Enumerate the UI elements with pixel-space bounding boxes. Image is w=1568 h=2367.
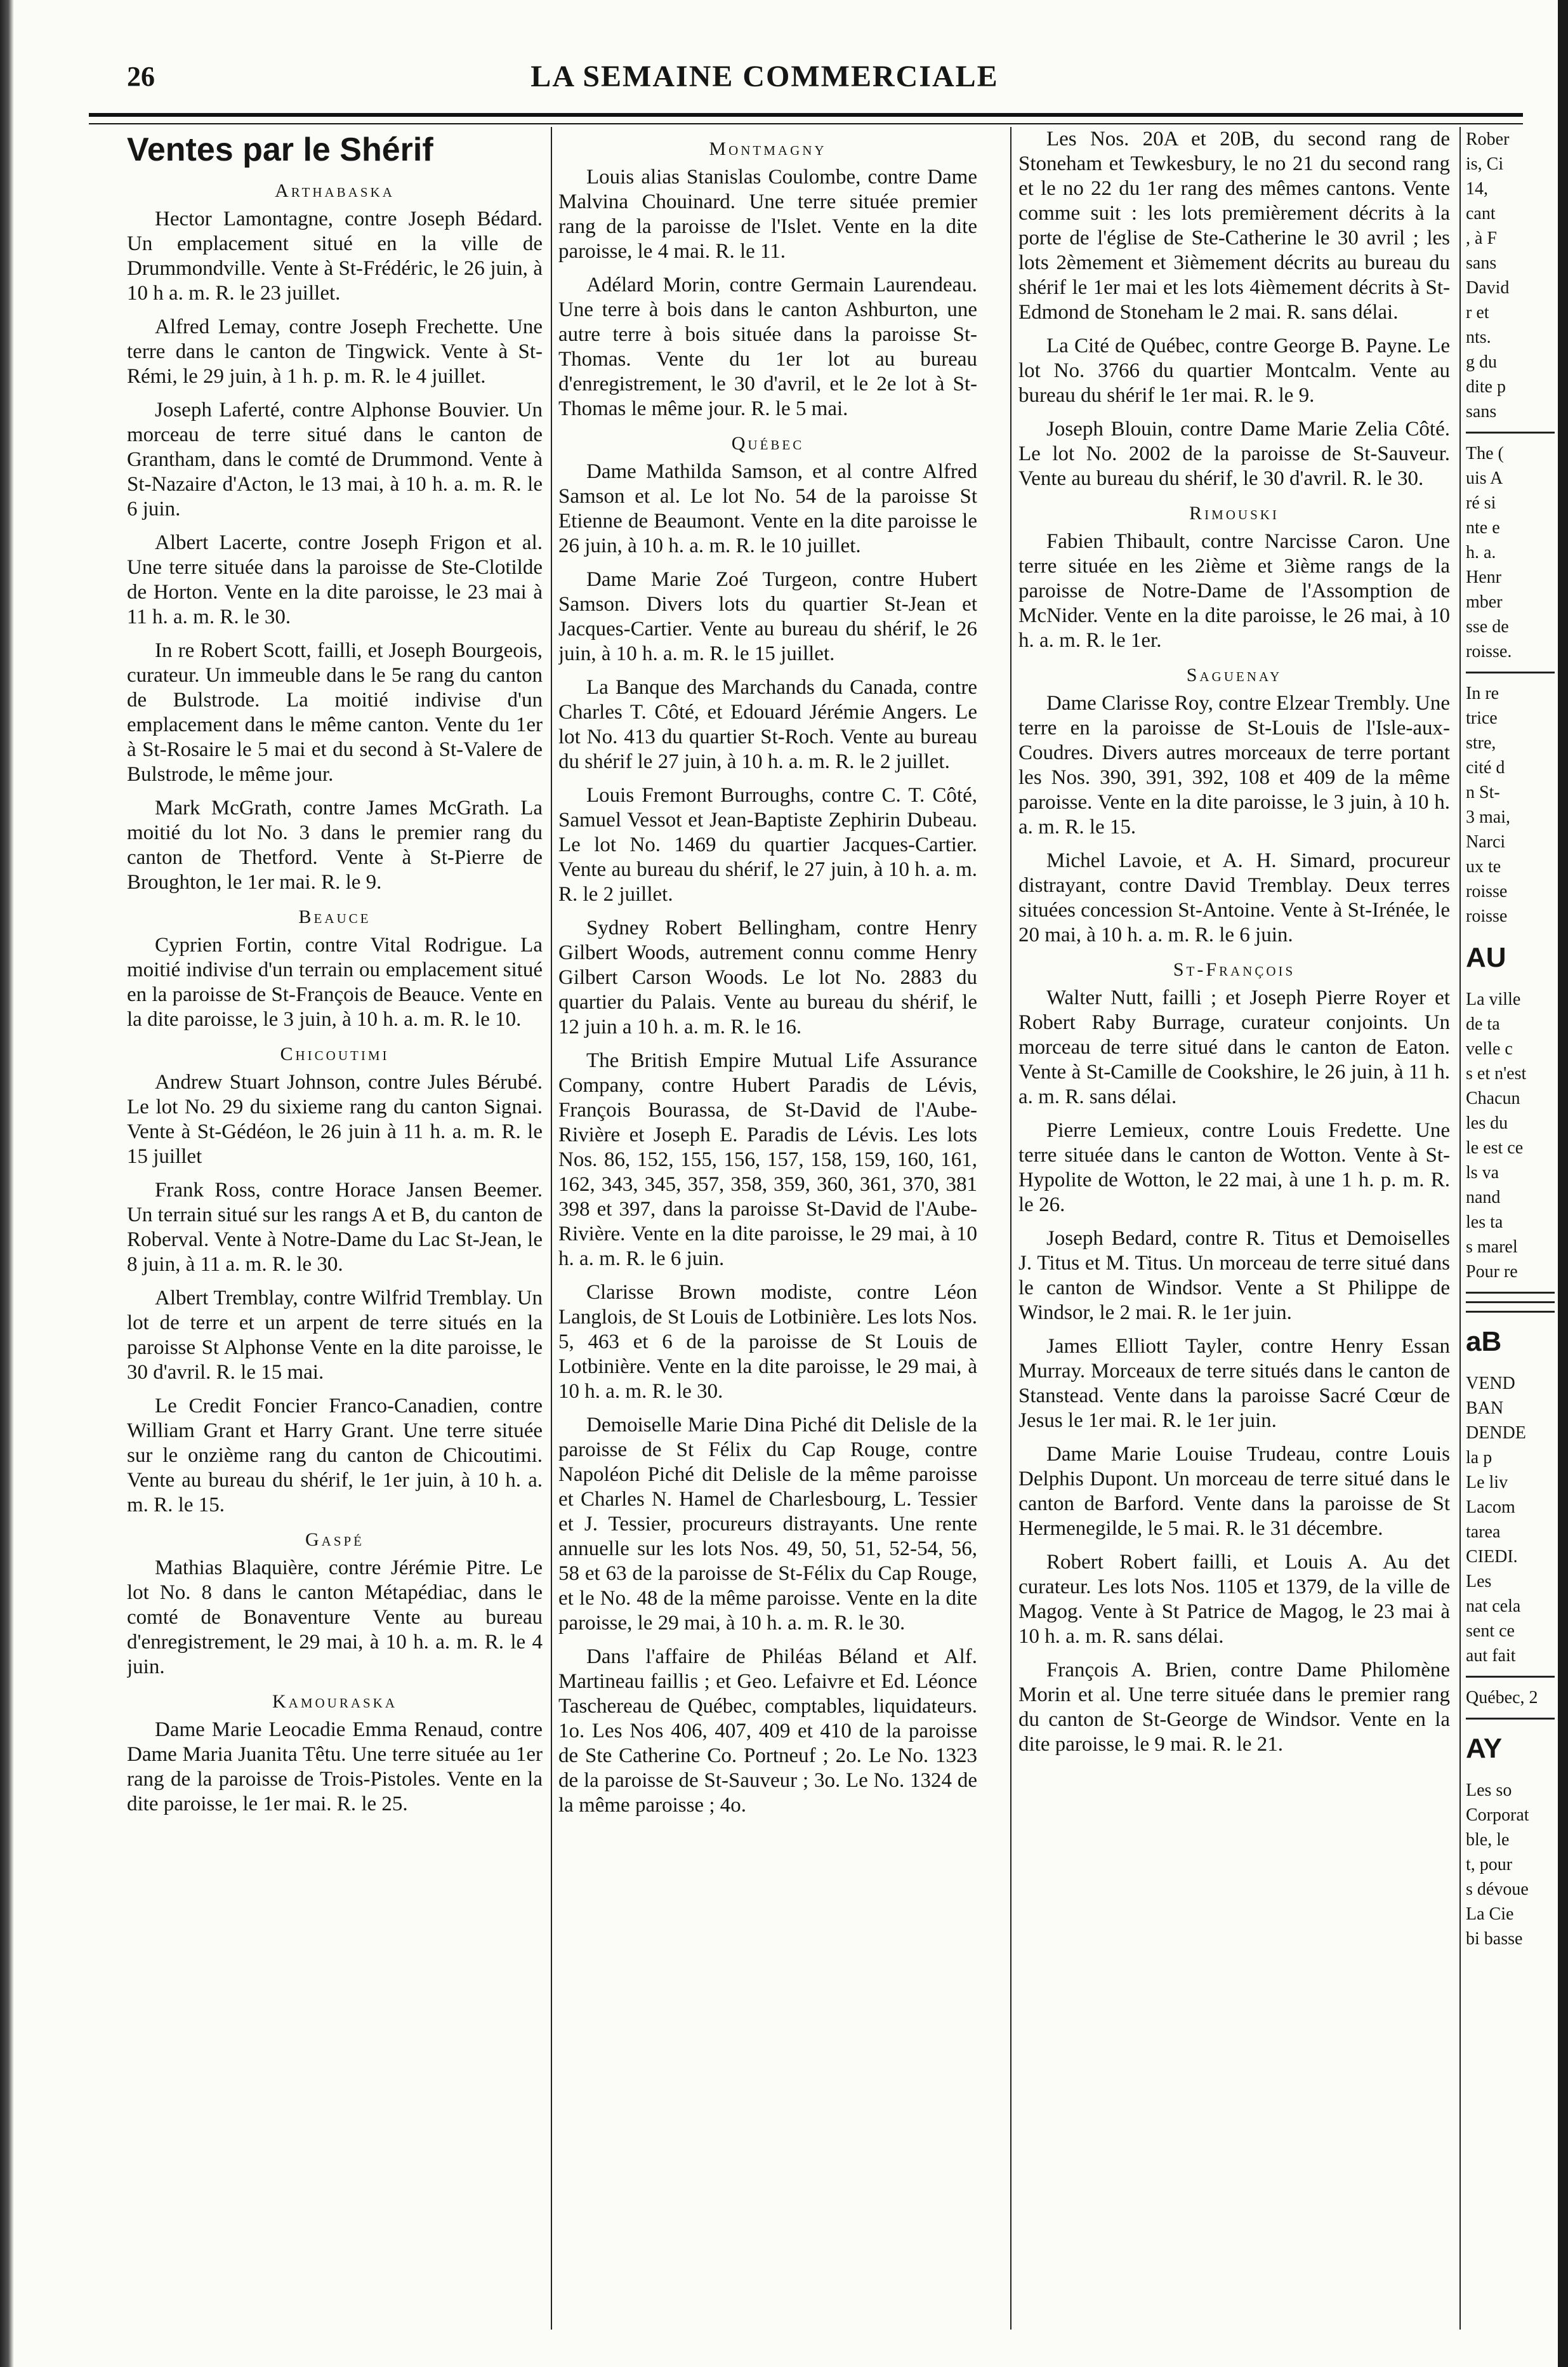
region-heading: Rimouski (1189, 503, 1279, 524)
page-number: 26 (127, 61, 155, 92)
clipped-text-fragment: roisse (1466, 882, 1508, 901)
clipped-text-fragment: AY (1466, 1733, 1503, 1764)
page-header (38, 54, 1491, 114)
region-heading: Montmagny (709, 138, 827, 159)
header-rule (89, 113, 1523, 124)
sale-notice: Hector Lamontagne, contre Joseph Bédard. Un emplacement situé en la ville de Drummondville. Vente à St-Frédéric, le 26 juin, à 10 h a. m. R. le 23 juillet. (127, 208, 543, 305)
clipped-text-fragment: trice (1466, 708, 1498, 728)
clipped-text-fragment: aut fait (1466, 1646, 1516, 1666)
clipped-text-fragment: nand (1466, 1188, 1501, 1207)
sale-notice: Clarisse Brown modiste, contre Léon Langlois, de St Louis de Lotbinière. Les lots Nos. 5, 463 et 6 de la paroisse de St Louis de Lotbinière. Vente en la dite paroisse, le 29 mai, à 10 h. a. m. R. le 30. (558, 1281, 977, 1403)
page-edge-dark (1558, 0, 1568, 2367)
clipped-text-fragment: la p (1466, 1448, 1492, 1468)
clipped-text-fragment: ux te (1466, 857, 1501, 877)
clipped-text-fragment: Le liv (1466, 1473, 1508, 1492)
clipped-text-fragment: velle c (1466, 1039, 1513, 1059)
clipped-text-fragment: cant (1466, 204, 1496, 223)
section-title: Ventes par le Shérif (127, 131, 433, 168)
region-heading: Arthabaska (275, 180, 395, 201)
region-heading: Beauce (298, 906, 371, 927)
sale-notice: Adélard Morin, contre Germain Laurendeau. Une terre à bois dans le canton Ashburton, une autre terre à bois située dans la paroisse St-Thomas. Vente du 1er lot au bureau d'enregistrement, le 30 d'avril, et le 2e lot à St-Thomas le même jour. R. le 5 mai. (558, 274, 977, 420)
clipped-text-fragment: s marel (1466, 1237, 1518, 1257)
sale-notice: Alfred Lemay, contre Joseph Frechette. Une terre dans le canton de Tingwick. Vente à St-Rémi, le 29 juin, à 1 h. p. m. R. le 4 juillet. (127, 315, 543, 388)
sale-notice: Joseph Laferté, contre Alphonse Bouvier. Un morceau de terre situé dans le canton de Grantham, dans le comté de Drummond. Vente à St-Nazaire d'Acton, le 13 mai, à 10 h. a. m. R. le 6 juin. (127, 399, 543, 520)
column-divider (551, 127, 552, 2330)
clipped-text-fragment: La ville (1466, 990, 1521, 1009)
clipped-text-fragment: roisse. (1466, 642, 1512, 661)
clipped-text-fragment: Corporat (1466, 1805, 1529, 1825)
clipped-text-fragment: sent ce (1466, 1621, 1515, 1641)
clipped-text-fragment: nts. (1466, 328, 1491, 347)
sale-notice: Mathias Blaquière, contre Jérémie Pitre. Le lot No. 8 dans le canton Métapédiac, dans le comté de Bonaventure Vente au bureau d'enregistrement, le 29 mai, à 10 h. a. m. R. le 4 juin. (127, 1556, 543, 1678)
sale-notice: James Elliott Tayler, contre Henry Essan Murray. Morceaux de terre situés dans le canton de Stanstead. Vente dans la paroisse Sacré Cœur de Jesus le 1er mai. R. le 1er juin. (1018, 1335, 1450, 1432)
sale-notice: Pierre Lemieux, contre Louis Fredette. Une terre située dans le canton de Wotton. Vente à St-Hypolite de Wotton, le 22 mai, à une 1 h. p. m. R. le 26. (1018, 1119, 1450, 1216)
clipped-text-fragment: n St- (1466, 783, 1500, 802)
clipped-text-fragment (1466, 672, 1555, 673)
clipped-text-fragment: sse de (1466, 617, 1509, 637)
clipped-text-fragment: Narci (1466, 832, 1506, 852)
sale-notice: Andrew Stuart Johnson, contre Jules Bérubé. Le lot No. 29 du sixieme rang du canton Signai. Vente à St-Gédéon, le 26 juin à 11 h. a. m. R. le 15 juillet (127, 1071, 543, 1168)
sale-notice: Demoiselle Marie Dina Piché dit Delisle de la paroisse de St Félix du Cap Rouge, contre Napoléon Piché dit Delisle de la même paroisse et Charles N. Hamel de Charlesbourg, L. Tessier et J. Tessier, procureurs distrayants. Une rente annuelle sur les lots Nos. 49, 50, 51, 52-54, 56, 58 et 63 de la paroisse de St-Félix du Cap Rouge, et le No. 48 de la même paroisse. Vente en la dite paroisse, le 29 mai, à 10 h. a. m. R. le 30. (558, 1414, 977, 1634)
clipped-text-fragment: h. a. (1466, 543, 1496, 562)
clipped-text-fragment (1466, 1292, 1555, 1294)
column-3 (1018, 127, 1450, 2336)
clipped-text-fragment: Québec, 2 (1466, 1688, 1538, 1707)
sale-notice: La Cité de Québec, contre George B. Payne. Le lot No. 3766 du quartier Montcalm. Vente au bureau du shérif le 1er mai. R. le 9. (1018, 335, 1450, 407)
region-heading: Kamouraska (272, 1691, 398, 1712)
clipped-text-fragment: is, Ci (1466, 154, 1504, 174)
sale-notice: Louis alias Stanislas Coulombe, contre Dame Malvina Chouinard. Une terre située premier rang de la paroisse de l'Islet. Vente en la dite paroisse, le 4 mai. R. le 11. (558, 166, 977, 263)
region-heading: Gaspé (305, 1529, 365, 1550)
clipped-text-fragment: bi basse (1466, 1929, 1523, 1949)
clipped-text-fragment: Henr (1466, 567, 1501, 587)
sale-notice: Walter Nutt, failli ; et Joseph Pierre Royer et Robert Raby Burrage, curateur conjoints. Un morceau de terre situé dans le canton de Eaton. Vente à St-Camille de Cookshire, le 26 juin, à 11 h. a. m. R. sans délai. (1018, 986, 1450, 1108)
clipped-text-fragment (1466, 1676, 1555, 1678)
column-3-body (1018, 127, 1450, 1757)
column-2 (558, 127, 977, 2336)
clipped-text-fragment: de ta (1466, 1014, 1500, 1034)
clipped-text-fragment: dite p (1466, 377, 1506, 397)
sale-notice: Sydney Robert Bellingham, contre Henry Gilbert Woods, autrement connu comme Henry Gilbert Carson Woods. Le lot No. 2883 du quartier du Palais. Vente au bureau du shérif, le 12 juin a 10 h. a. m. R. le 16. (558, 917, 977, 1038)
clipped-text-fragment: sans (1466, 253, 1497, 273)
clipped-text-fragment: roisse (1466, 906, 1508, 926)
clipped-text-fragment: r et (1466, 303, 1489, 322)
clipped-text-fragment: les du (1466, 1113, 1508, 1133)
column-4-clipped (1466, 127, 1555, 2336)
clipped-text-fragment (1466, 432, 1555, 434)
clipped-text-fragment: Chacun (1466, 1089, 1520, 1108)
clipped-text-fragment: La Cie (1466, 1904, 1514, 1924)
sale-notice: François A. Brien, contre Dame Philomène Morin et al. Une terre située dans le premier rang du canton de St-George de Windsor. Vente en la dite paroisse, le 9 mai. R. le 21. (1018, 1659, 1450, 1756)
sale-notice: Mark McGrath, contre James McGrath. La moitié du lot No. 3 dans le premier rang du canton de Thetford. Vente à St-Pierre de Broughton, le 1er mai. R. le 9. (127, 797, 543, 894)
clipped-text-fragment (1466, 1301, 1555, 1303)
clipped-text-fragment: AU (1466, 942, 1506, 973)
clipped-text-fragment: nte e (1466, 518, 1500, 538)
sale-notice: Joseph Bedard, contre R. Titus et Demoiselles J. Titus et M. Titus. Un morceau de terre situé dans le canton de Windsor. Vente a St Philippe de Windsor, le 2 mai. R. le 1er juin. (1018, 1227, 1450, 1324)
sale-notice: In re Robert Scott, failli, et Joseph Bourgeois, curateur. Un immeuble dans le 5e rang du canton de Bulstrode. La moitié indivise d'un emplacement dans le même canton. Vente du 1er à St-Rosaire le 5 mai et du second à St-Valere de Bulstrode, le même jour. (127, 639, 543, 786)
sale-notice: Dame Marie Louise Trudeau, contre Louis Delphis Dupont. Un morceau de terre situé dans le canton de Barford. Vente dans la paroisse de St Hermenegilde, le 5 mai. R. le 31 décembre. (1018, 1443, 1450, 1540)
clipped-text-fragment: Lacom (1466, 1497, 1515, 1517)
clipped-text-fragment: cité d (1466, 758, 1505, 778)
clipped-text-fragment: DENDE (1466, 1423, 1526, 1443)
clipped-text-fragment: In re (1466, 684, 1499, 703)
sale-notice: Michel Lavoie, et A. H. Simard, procureur distrayant, contre David Tremblay. Deux terres situées concession St-Antoine. Vente à St-Irénée, le 20 mai, à 10 h. a. m. R. le 6 juin. (1018, 849, 1450, 946)
clipped-text-fragment: g du (1466, 352, 1497, 372)
clipped-text-fragment: nat cela (1466, 1596, 1521, 1616)
clipped-text-fragment: BAN (1466, 1398, 1504, 1418)
column-1-body (127, 180, 543, 1817)
clipped-text-fragment: 3 mai, (1466, 807, 1510, 827)
clipped-text-fragment: uis A (1466, 468, 1503, 488)
clipped-text-fragment: s et n'est (1466, 1064, 1527, 1084)
region-heading: Saguenay (1186, 665, 1282, 686)
clipped-text-fragment (1466, 1311, 1555, 1313)
sale-notice: Louis Fremont Burroughs, contre C. T. Côté, Samuel Vessot et Jean-Baptiste Zephirin Dubeau. Le lot No. 1469 du quartier Jacques-Cartier. Vente au bureau du shérif, le 27 juin, à 10 h. a. m. R. le 2 juillet. (558, 784, 977, 906)
clipped-text-fragment: David (1466, 278, 1510, 298)
sale-notice: Albert Lacerte, contre Joseph Frigon et al. Une terre située dans la paroisse de Ste-Clotilde de Horton. Vente en la dite paroisse, le 23 mai à 11 h. a. m. R. le 30. (127, 531, 543, 628)
column-4-body (1466, 127, 1555, 1951)
column-divider (1010, 127, 1011, 2330)
clipped-text-fragment: , à F (1466, 229, 1497, 248)
sale-notice: Les Nos. 20A et 20B, du second rang de Stoneham et Tewkesbury, le no 21 du second rang et le no 22 du 1er rang des mêmes cantons. Vente comme suit : les lots premièrement décrits à la porte de l'église de Ste-Catherine le 30 avril ; les lots 2èmement et 3ièmement décrits au bureau du shérif le 1er mai et les lots 4ièmement décrits à St-Edmond de Stoneham le 2 mai. R. sans délai. (1018, 128, 1450, 324)
clipped-text-fragment: s dévoue (1466, 1880, 1529, 1899)
region-heading: Chicoutimi (280, 1044, 390, 1064)
clipped-text-fragment: tarea (1466, 1522, 1501, 1542)
clipped-text-fragment: CIEDI. (1466, 1547, 1518, 1567)
page-edge-shadow (0, 0, 14, 2367)
sale-notice: Dame Marie Leocadie Emma Renaud, contre Dame Maria Juanita Têtu. Une terre située au 1er rang de la paroisse de Trois-Pistoles. Vente en la dite paroisse, le 1er mai. R. le 25. (127, 1718, 543, 1815)
sale-notice: Dame Clarisse Roy, contre Elzear Trembly. Une terre en la paroisse de St-Louis de l'Isle-aux-Coudres. Divers autres morceaux de terre portant les Nos. 390, 391, 392, 108 et 409 de la même paroisse. Vente en la dite paroisse, le 3 juin, à 10 h. a. m. R. le 15. (1018, 692, 1450, 839)
clipped-text-fragment: The ( (1466, 444, 1504, 463)
clipped-text-fragment: Rober (1466, 129, 1510, 149)
clipped-text-fragment: les ta (1466, 1212, 1503, 1232)
sale-notice: Joseph Blouin, contre Dame Marie Zelia Côté. Le lot No. 2002 de la paroisse de St-Sauveur. Vente au bureau du shérif, le 30 d'avril. R. le 30. (1018, 418, 1450, 490)
clipped-text-fragment: aB (1466, 1326, 1502, 1357)
clipped-text-fragment: ré si (1466, 493, 1496, 513)
region-heading: St-François (1173, 959, 1296, 980)
column-divider (1459, 127, 1461, 2330)
sale-notice: La Banque des Marchands du Canada, contre Charles T. Côté, et Edouard Jérémie Angers. Le lot No. 413 du quartier St-Roch. Vente au bureau du shérif le 27 juin, à 10 h. a. m. R. le 2 juillet. (558, 676, 977, 773)
clipped-text-fragment: ble, le (1466, 1830, 1510, 1850)
sale-notice: Le Credit Foncier Franco-Canadien, contre William Grant et Harry Grant. Une terre située sur le onzième rang du canton de Chicoutimi. Vente au bureau du shérif, le 1er juin, à 10 h. a. m. R. le 15. (127, 1395, 543, 1516)
sale-notice: Dans l'affaire de Philéas Béland et Alf. Martineau faillis ; et Geo. Lefaivre et Ed. Léonce Taschereau de Québec, comptables, liquidateurs. 1o. Les Nos 406, 407, 409 et 410 de la paroisse de Ste Catherine Co. Portneuf ; 2o. Le No. 1323 de la paroisse de St-Sauveur ; 3o. Le No. 1324 de la même paroisse ; 4o. (558, 1645, 977, 1817)
clipped-text-fragment: t, pour (1466, 1855, 1513, 1874)
region-heading: Québec (731, 433, 805, 454)
sale-notice: Albert Tremblay, contre Wilfrid Tremblay. Un lot de terre et un arpent de terre situés en la paroisse St Alphonse Vente en la dite paroisse, le 30 d'avril. R. le 15 mai. (127, 1287, 543, 1384)
clipped-text-fragment: Pour re (1466, 1262, 1518, 1282)
column-1 (127, 127, 543, 2336)
clipped-text-fragment: Les so (1466, 1780, 1512, 1800)
clipped-text-fragment: 14, (1466, 179, 1488, 199)
clipped-text-fragment: Les (1466, 1572, 1492, 1591)
clipped-text-fragment: mber (1466, 592, 1503, 612)
sale-notice: The British Empire Mutual Life Assurance Company, contre Hubert Paradis de Lévis, François Bourassa, de St-David de l'Aube-Rivière et Joseph E. Paradis de Lévis. Les lots Nos. 86, 152, 155, 156, 157, 158, 159, 160, 161, 162, 343, 345, 357, 358, 359, 360, 361, 370, 381 398 et 397, dans la paroisse St-David de l'Aube-Rivière. Vente en la dite paroisse, le 29 mai, à 10 h. a. m. R. le 6 juin. (558, 1049, 977, 1270)
sale-notice: Cyprien Fortin, contre Vital Rodrigue. La moitié indivise d'un terrain ou emplacement situé en la paroisse de St-François de Beauce. Vente en la dite paroisse, le 3 juin, à 10 h. a. m. R. le 10. (127, 934, 543, 1031)
masthead: LA SEMAINE COMMERCIALE (530, 60, 999, 93)
sale-notice: Robert Robert failli, et Louis A. Au det curateur. Les lots Nos. 1105 et 1379, de la ville de Magog. Vente à St Patrice de Magog, le 23 mai à 10 h. a. m. R. sans délai. (1018, 1551, 1450, 1648)
column-2-body (558, 138, 977, 1818)
clipped-text-fragment: ls va (1466, 1163, 1499, 1183)
clipped-text-fragment: sans (1466, 402, 1497, 421)
sale-notice: Frank Ross, contre Horace Jansen Beemer. Un terrain situé sur les rangs A et B, du canton de Roberval. Vente à Notre-Dame du Lac St-Jean, le 8 juin, à 11 a. m. R. le 30. (127, 1179, 543, 1276)
sale-notice: Dame Marie Zoé Turgeon, contre Hubert Samson. Divers lots du quartier St-Jean et Jacques-Cartier. Vente au bureau du shérif, le 26 juin, à 10 h. a. m. R. le 15 juillet. (558, 568, 977, 665)
sale-notice: Dame Mathilda Samson, et al contre Alfred Samson et al. Le lot No. 54 de la paroisse St Etienne de Beaumont. Vente en la dite paroisse le 26 juin, à 10 h. a. m. R. le 10 juillet. (558, 460, 977, 557)
clipped-text-fragment (1466, 1718, 1555, 1720)
sale-notice: Fabien Thibault, contre Narcisse Caron. Une terre située en les 2ième et 3ième rangs de la paroisse de Notre-Dame de l'Assomption de McNider. Vente en la dite paroisse, le 26 mai, à 10 h. a. m. R. le 1er. (1018, 530, 1450, 652)
clipped-text-fragment: VEND (1466, 1374, 1515, 1393)
clipped-text-fragment: le est ce (1466, 1138, 1524, 1158)
clipped-text-fragment: stre, (1466, 733, 1496, 753)
